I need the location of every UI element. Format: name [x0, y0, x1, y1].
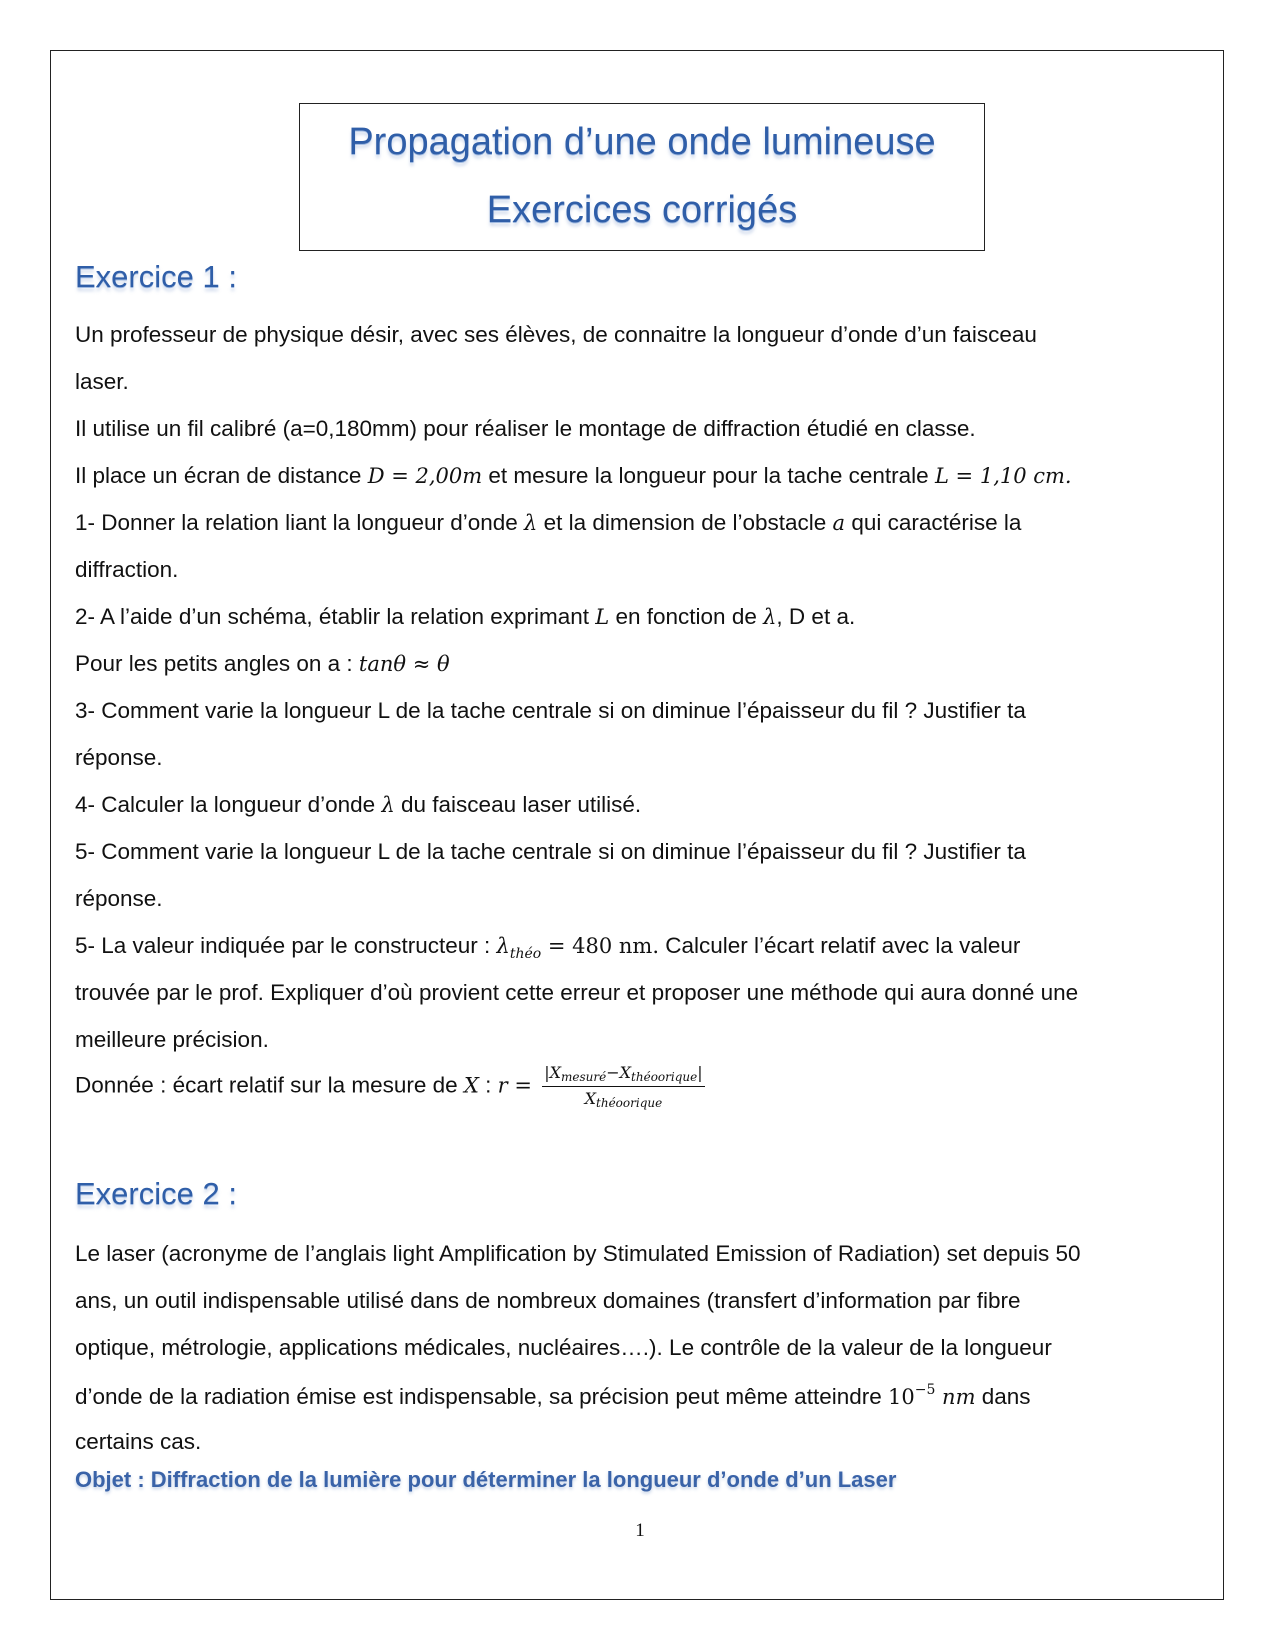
ex1-question3: 3- Comment varie la longueur L de la tache centrale si on diminue l’épaisseur du fil ? Justifier ta	[75, 698, 1026, 723]
math-small-angle: tanθ ≈ θ	[358, 652, 450, 676]
ex1-question1-end: diffraction.	[75, 557, 179, 582]
ex1-question5: 5- Comment varie la longueur L de la tache centrale si on diminue l’épaisseur du fil ? Justifier ta	[75, 839, 1026, 864]
ex1-paragraph2: Il utilise un fil calibré (a=0,180mm) pour réaliser le montage de diffraction étudié en classe.	[75, 416, 976, 441]
ex1-paragraph1-end: laser.	[75, 369, 129, 394]
ex2-line3: optique, métrologie, applications médicales, nucléaires….). Le contrôle de la valeur de la longueur	[75, 1335, 1052, 1360]
ex1-question3-end: réponse.	[75, 745, 163, 770]
ex1-approximation: Pour les petits angles on a : tanθ ≈ θ	[75, 651, 450, 676]
page-number: 1	[635, 1520, 645, 1541]
ex2-line4: d’onde de la radiation émise est indispensable, sa précision peut même atteindre $10^{-5}$ nm dans	[75, 1382, 1031, 1409]
ex1-question6: 5- La valeur indiquée par le constructeur : $\lambda_{théo} = 480$ nm. Calculer l’écart relatif avec la valeur	[75, 933, 1021, 962]
ex2-line2: ans, un outil indispensable utilisé dans de nombreux domaines (transfert d’information par fibre	[75, 1288, 1021, 1313]
math-length: L = 1,10 cm.	[934, 464, 1072, 488]
relative-error-fraction: $\frac{\text{|Xmesuré−Xthéoorique|}}{\text{Xthéoorique}}$	[544, 1063, 703, 1110]
ex1-question5-end: réponse.	[75, 886, 163, 911]
ex2-line5: certains cas.	[75, 1429, 202, 1454]
ex2-line1: Le laser (acronyme de l’anglais light Amplification by Stimulated Emission of Radiation) set depuis 50	[75, 1241, 1081, 1266]
exercise2-heading: Exercice 2 :	[75, 1176, 237, 1211]
ex1-question4: 4- Calculer la longueur d’onde λ du faisceau laser utilisé.	[75, 792, 642, 817]
ex1-question1: 1- Donner la relation liant la longueur d’onde λ et la dimension de l’obstacle a qui caractérise la	[75, 510, 1022, 535]
ex1-paragraph1: Un professeur de physique désir, avec ses élèves, de connaitre la longueur d’onde d’un faisceau	[75, 322, 1037, 347]
page-subtitle: Exercices corrigés	[486, 189, 798, 231]
ex1-question2: 2- A l’aide d’un schéma, établir la relation exprimant L en fonction de λ, D et a.	[75, 604, 856, 629]
ex1-question6-line2: trouvée par le prof. Expliquer d’où provient cette erreur et proposer une méthode qui aura donné une	[75, 980, 1079, 1005]
ex1-paragraph3: Il place un écran de distance D = 2,00m et mesure la longueur pour la tache centrale L = 1,10 cm.	[75, 463, 1072, 488]
title-box	[299, 103, 985, 251]
ex2-objective: Objet : Diffraction de la lumière pour déterminer la longueur d’onde d’un Laser	[75, 1467, 897, 1492]
exercise1-heading: Exercice 1 :	[75, 259, 237, 294]
ex1-question6-line3: meilleure précision.	[75, 1027, 269, 1052]
math-distance: D = 2,00m	[367, 464, 483, 488]
ex1-data-formula: Donnée : écart relatif sur la mesure de X : r = $\frac{\text{|Xmesuré−Xthéoorique|}}{\text{Xthéoorique}}$	[75, 1063, 703, 1110]
page-title: Propagation d’une onde lumineuse	[348, 121, 936, 163]
